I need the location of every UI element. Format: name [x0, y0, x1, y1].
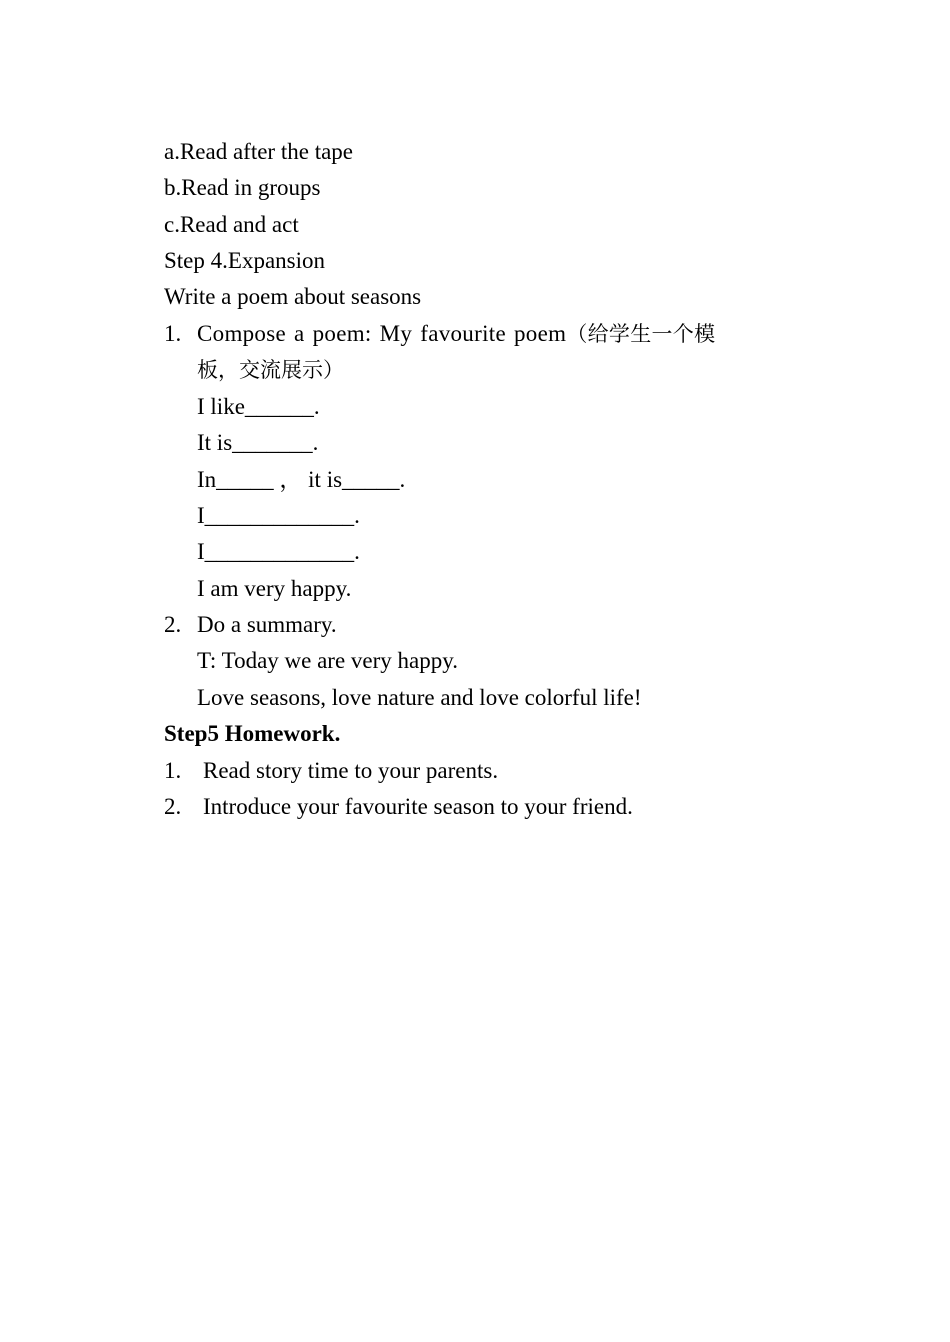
- poem-template-line: In_____ ， it is_____.: [197, 467, 406, 492]
- compose-poem-instruction: [197, 320, 715, 348]
- compose-poem-note-cn-cont: 板，交流展示）: [197, 358, 344, 382]
- step5-heading: Step5 Homework.: [164, 721, 341, 746]
- compose-poem-note-cn: （给学生一个模: [566, 322, 716, 346]
- summary-line: Love seasons, love nature and love colorful life!: [197, 685, 642, 710]
- list-number: 1.: [164, 758, 182, 783]
- step4-subtitle: Write a poem about seasons: [164, 284, 422, 309]
- poem-template-line: I_____________.: [197, 539, 360, 564]
- summary-instruction: Do a summary.: [197, 612, 337, 637]
- list-number: 2.: [164, 612, 182, 637]
- poem-template-line: I_____________.: [197, 503, 360, 528]
- list-number: 1.: [164, 321, 182, 346]
- poem-template-line: It is_______.: [197, 430, 319, 455]
- homework-item: Introduce your favourite season to your friend.: [203, 794, 633, 819]
- reading-step-a: a.Read after the tape: [164, 139, 353, 164]
- poem-template-line: I am very happy.: [197, 576, 352, 601]
- summary-line: T: Today we are very happy.: [197, 648, 459, 673]
- step4-heading: Step 4.Expansion: [164, 248, 325, 273]
- reading-step-c: c.Read and act: [164, 212, 299, 237]
- poem-template-line: I like______.: [197, 394, 320, 419]
- homework-item: Read story time to your parents.: [203, 758, 499, 783]
- reading-step-b: b.Read in groups: [164, 175, 321, 200]
- compose-poem-text: Compose a poem: My favourite poem: [197, 321, 567, 346]
- list-number: 2.: [164, 794, 182, 819]
